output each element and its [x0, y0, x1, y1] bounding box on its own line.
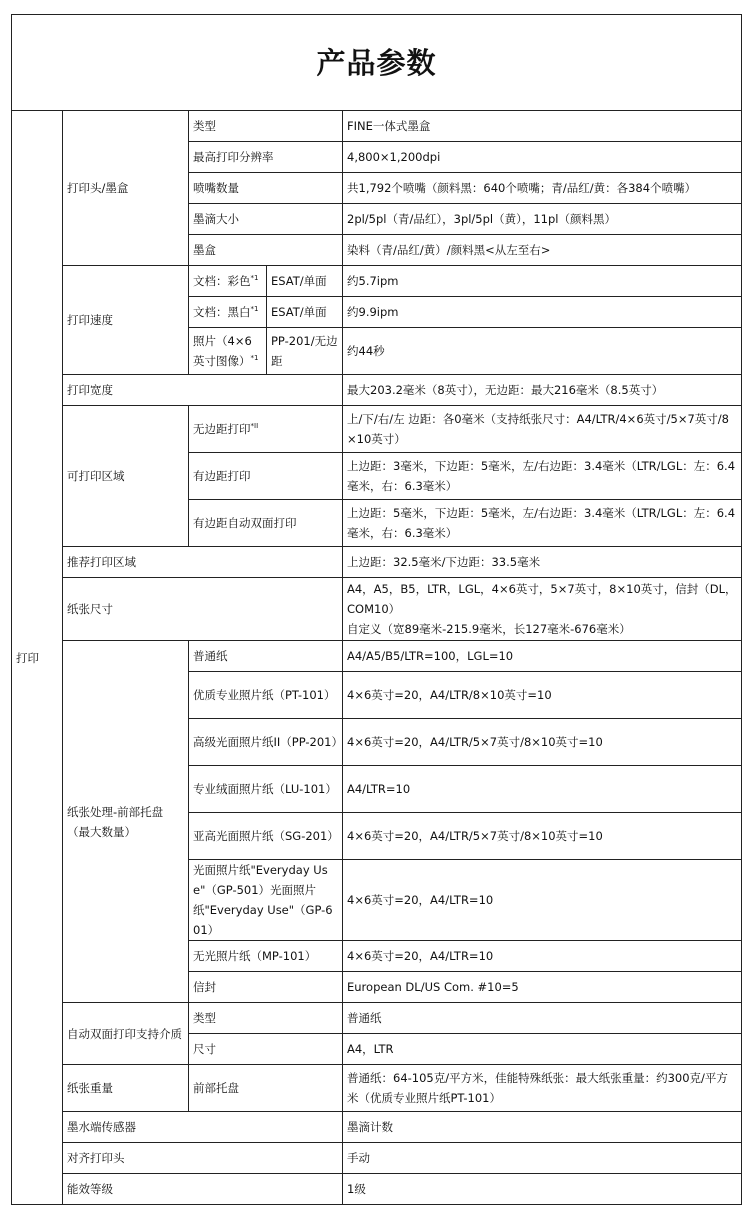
group-label: 推荐打印区域	[63, 547, 343, 578]
spec-key: 无边距打印$^{*II}$	[189, 406, 343, 453]
spec-key: 信封	[189, 972, 343, 1003]
spec-value: 4×6英寸=20，A4/LTR=10	[343, 860, 742, 941]
spec-value: 4×6英寸=20，A4/LTR/5×7英寸/8×10英寸=10	[343, 813, 742, 860]
spec-key: 照片（4×6英寸图像）$^{*1}$	[189, 328, 267, 375]
group-label: 墨水端传感器	[63, 1112, 343, 1143]
spec-value: 4×6英寸=20，A4/LTR/8×10英寸=10	[343, 672, 742, 719]
spec-value: 共1,792个喷嘴（颜料黑：640个喷嘴；青/品红/黄：各384个喷嘴）	[343, 173, 742, 204]
spec-value: 染料（青/品红/黄）/颜料黑<从左至右>	[343, 235, 742, 266]
spec-key: 高级光面照片纸II（PP-201）	[189, 719, 343, 766]
spec-key: 类型	[189, 111, 343, 142]
spec-value: 墨滴计数	[343, 1112, 742, 1143]
spec-value: FINE一体式墨盒	[343, 111, 742, 142]
spec-value: 约9.9ipm	[343, 297, 742, 328]
spec-value: A4/LTR=10	[343, 766, 742, 813]
spec-value: A4，LTR	[343, 1034, 742, 1065]
group-label: 纸张处理-前部托盘（最大数量）	[63, 641, 189, 1003]
spec-value: 4×6英寸=20，A4/LTR=10	[343, 941, 742, 972]
spec-key: 类型	[189, 1003, 343, 1034]
spec-value: A4，A5，B5，LTR，LGL，4×6英寸，5×7英寸，8×10英寸，信封（DL，COM10） 自定义（宽89毫米-215.9毫米，长127毫米-676毫米）	[343, 578, 742, 641]
spec-key: 最高打印分辨率	[189, 142, 343, 173]
spec-value: 最大203.2毫米（8英寸），无边距：最大216毫米（8.5英寸）	[343, 375, 742, 406]
spec-value: 4,800×1,200dpi	[343, 142, 742, 173]
spec-value: 约5.7ipm	[343, 266, 742, 297]
spec-key: 有边距打印	[189, 453, 343, 500]
spec-value: European DL/US Com. #10=5	[343, 972, 742, 1003]
group-label: 纸张尺寸	[63, 578, 343, 641]
spec-key: 普通纸	[189, 641, 343, 672]
spec-mode: ESAT/单面	[267, 297, 343, 328]
spec-key: 墨盒	[189, 235, 343, 266]
spec-value: 上边距：32.5毫米/下边距：33.5毫米	[343, 547, 742, 578]
spec-key: 优质专业照片纸（PT-101）	[189, 672, 343, 719]
group-label: 对齐打印头	[63, 1143, 343, 1174]
spec-key: 亚高光面照片纸（SG-201）	[189, 813, 343, 860]
spec-key: 文档：彩色$^{*1}$	[189, 266, 267, 297]
spec-table	[11, 14, 742, 1205]
spec-value: 4×6英寸=20，A4/LTR/5×7英寸/8×10英寸=10	[343, 719, 742, 766]
spec-value: 上边距：3毫米，下边距：5毫米，左/右边距：3.4毫米（LTR/LGL：左：6.4毫米，右：6.3毫米）	[343, 453, 742, 500]
spec-key: 专业绒面照片纸（LU-101）	[189, 766, 343, 813]
group-label: 打印宽度	[63, 375, 343, 406]
spec-key: 有边距自动双面打印	[189, 500, 343, 547]
group-label: 能效等级	[63, 1174, 343, 1205]
spec-key: 前部托盘	[189, 1065, 343, 1112]
page-title: 产品参数	[12, 15, 742, 111]
spec-value: 2pl/5pl（青/品红），3pl/5pl（黄），11pl（颜料黑）	[343, 204, 742, 235]
group-label: 打印速度	[63, 266, 189, 375]
spec-value: 1级	[343, 1174, 742, 1205]
spec-value: 约44秒	[343, 328, 742, 375]
spec-key: 光面照片纸"Everyday Use"（GP-501）光面照片纸"Everyday Use"（GP-601）	[189, 860, 343, 941]
spec-value: 普通纸	[343, 1003, 742, 1034]
group-label: 纸张重量	[63, 1065, 189, 1112]
spec-mode: ESAT/单面	[267, 266, 343, 297]
spec-key: 尺寸	[189, 1034, 343, 1065]
group-label: 可打印区域	[63, 406, 189, 547]
spec-value: 手动	[343, 1143, 742, 1174]
group-label: 自动双面打印支持介质	[63, 1003, 189, 1065]
spec-mode: PP-201/无边距	[267, 328, 343, 375]
spec-value: 上边距：5毫米，下边距：5毫米，左/右边距：3.4毫米（LTR/LGL：左：6.4毫米，右：6.3毫米）	[343, 500, 742, 547]
section-label: 打印	[12, 111, 63, 1205]
group-label: 打印头/墨盒	[63, 111, 189, 266]
spec-value: 上/下/右/左 边距：各0毫米（支持纸张尺寸：A4/LTR/4×6英寸/5×7英寸/8×10英寸）	[343, 406, 742, 453]
spec-key: 文档：黑白$^{*1}$	[189, 297, 267, 328]
spec-sheet	[11, 14, 741, 1205]
spec-key: 喷嘴数量	[189, 173, 343, 204]
spec-key: 无光照片纸（MP-101）	[189, 941, 343, 972]
spec-value: A4/A5/B5/LTR=100，LGL=10	[343, 641, 742, 672]
spec-key: 墨滴大小	[189, 204, 343, 235]
spec-value: 普通纸：64-105克/平方米，佳能特殊纸张：最大纸张重量：约300克/平方米（优质专业照片纸PT-101）	[343, 1065, 742, 1112]
